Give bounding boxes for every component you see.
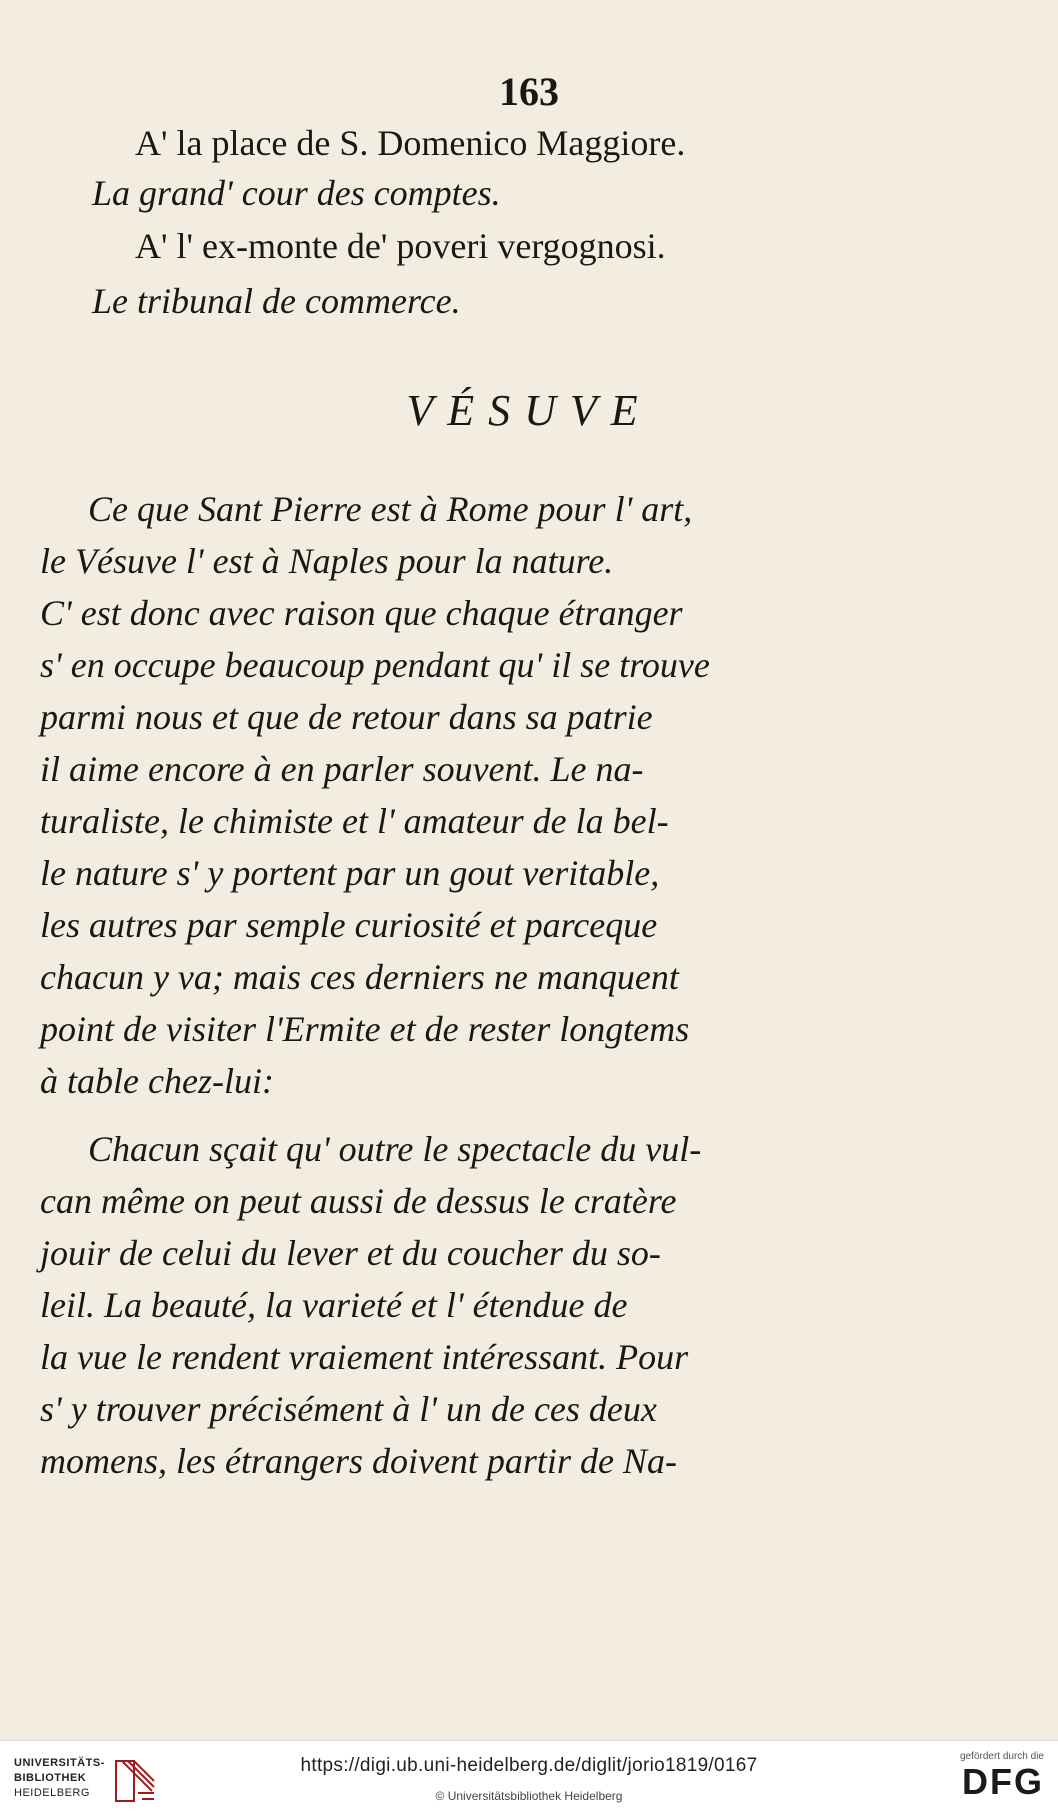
- section-heading: VÉSUVE: [406, 386, 652, 435]
- dfg-wordmark: DFG: [962, 1761, 1044, 1802]
- body-line: s' en occupe beaucoup pendant qu' il se trouve: [40, 645, 710, 685]
- body-line: le Vésuve l' est à Naples pour la nature.: [40, 541, 614, 581]
- body-line: C' est donc avec raison que chaque étranger: [40, 593, 683, 633]
- library-name-line: BIBLIOTHEK: [14, 1772, 87, 1784]
- body-line: Ce que Sant Pierre est à Rome pour l' art,: [88, 489, 693, 529]
- body-line: s' y trouver précisément à l' un de ces deux: [40, 1389, 657, 1429]
- copyright-notice: © Universitätsbibliothek Heidelberg: [435, 1789, 623, 1803]
- body-line: chacun y va; mais ces derniers ne manquent: [40, 957, 679, 997]
- body-line: parmi nous et que de retour dans sa patrie: [40, 697, 653, 737]
- page-url[interactable]: https://digi.ub.uni-heidelberg.de/diglit/jorio1819/0167: [300, 1755, 758, 1776]
- page-number: 163: [499, 69, 559, 114]
- place-line: La grand' cour des comptes.: [92, 173, 501, 213]
- viewer-footer: [0, 1740, 1058, 1817]
- body-line: can même on peut aussi de dessus le cratère: [40, 1181, 677, 1221]
- library-name-line: HEIDELBERG: [14, 1787, 90, 1799]
- place-line: A' la place de S. Domenico Maggiore.: [135, 123, 686, 163]
- body-line: les autres par semple curiosité et parceque: [40, 905, 658, 945]
- body-line: le nature s' y portent par un gout veritable,: [40, 853, 660, 893]
- body-line: leil. La beauté, la varieté et l' étendue de: [40, 1285, 628, 1325]
- body-line: à table chez-lui:: [40, 1061, 274, 1101]
- place-line: Le tribunal de commerce.: [92, 281, 461, 321]
- body-line: momens, les étrangers doivent partir de Na-: [40, 1441, 677, 1481]
- body-line: turaliste, le chimiste et l' amateur de la bel-: [40, 801, 669, 841]
- body-line: il aime encore à en parler souvent. Le na-: [40, 749, 644, 789]
- dfg-caption: gefördert durch die: [960, 1751, 1044, 1762]
- library-name-line: UNIVERSITÄTS-: [14, 1757, 105, 1769]
- dfg-logo[interactable]: [934, 1751, 1044, 1811]
- place-line: A' l' ex-monte de' poveri vergognosi.: [135, 226, 666, 266]
- body-line: Chacun sçait qu' outre le spectacle du vul-: [88, 1129, 702, 1169]
- body-line: la vue le rendent vraiement intéressant. Pour: [40, 1337, 689, 1377]
- body-line: jouir de celui du lever et du coucher du so-: [40, 1233, 661, 1273]
- body-line: point de visiter l'Ermite et de rester longtems: [40, 1009, 690, 1049]
